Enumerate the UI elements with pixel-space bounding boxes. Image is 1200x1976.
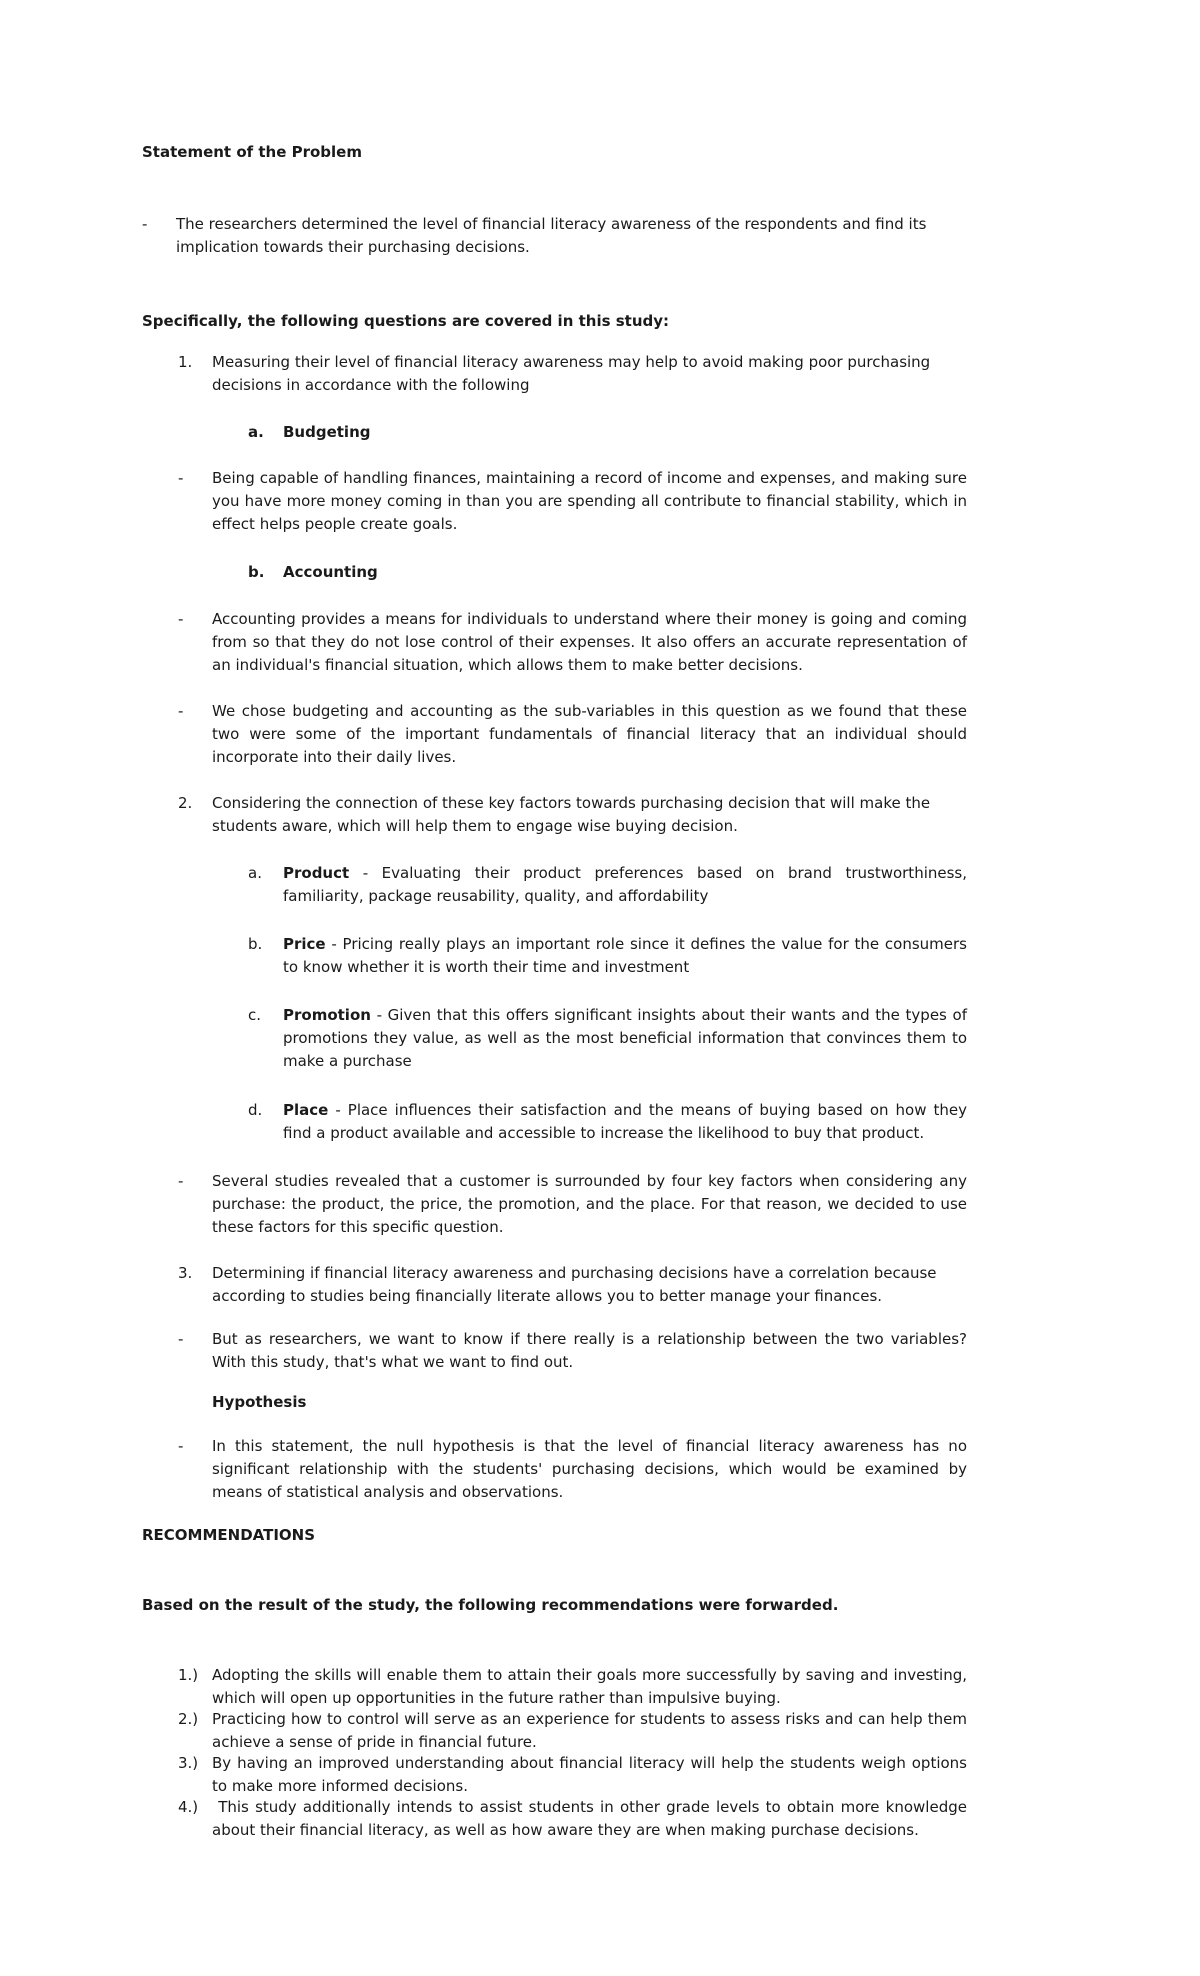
subitem-marker: d.	[248, 1101, 263, 1119]
question-number: 1.	[178, 353, 193, 371]
subitem-marker: b.	[248, 563, 265, 581]
recommendation-item: By having an improved understanding about financial literacy will help the students weigh options to make more informed decisions.	[212, 1754, 967, 1795]
hypothesis-paragraph: In this statement, the null hypothesis is that the level of financial literacy awareness has no significant relationship with the students' purchasing decisions, which would be examined by means of statistical analysis and observations.	[212, 1437, 967, 1501]
recommendation-number: 4.)	[178, 1798, 199, 1816]
factor-text: - Pricing really plays an important role since it defines the value for the consumers to know whether it is worth their time and investment	[283, 935, 967, 976]
question-3-text: Determining if financial literacy awareness and purchasing decisions have a correlation because according to studies being financially literate allows you to better manage your finances.	[212, 1264, 937, 1305]
recommendation-number: 3.)	[178, 1754, 199, 1772]
intro-paragraph: The researchers determined the level of financial literacy awareness of the respondents and find its implication towards their purchasing decisions.	[176, 215, 927, 256]
bullet-dash: -	[178, 1437, 184, 1455]
q2-reason-paragraph: Several studies revealed that a customer is surrounded by four key factors when considering any purchase: the product, the price, the promotion, and the place. For that reason, we decided to use these factors for this specific question.	[212, 1172, 967, 1236]
subitem-marker: b.	[248, 935, 263, 953]
subitem-marker: c.	[248, 1006, 262, 1024]
factor-title: Price	[283, 935, 326, 953]
bullet-dash: -	[178, 1172, 184, 1190]
subitem-accounting-title: Accounting	[283, 563, 378, 581]
recommendation-number: 2.)	[178, 1710, 199, 1728]
factor-product	[283, 862, 967, 908]
factor-title: Promotion	[283, 1006, 371, 1024]
recommendation-item: Adopting the skills will enable them to attain their goals more successfully by saving and investing, which will open up opportunities in the future rather than impulsive buying.	[212, 1666, 967, 1707]
subitem-marker: a.	[248, 423, 264, 441]
factor-price	[283, 933, 967, 979]
q3-reason-paragraph: But as researchers, we want to know if there really is a relationship between the two variables? With this study, that's what we want to find out.	[212, 1330, 967, 1371]
factor-promotion	[283, 1004, 967, 1073]
recommendation-item: This study additionally intends to assist students in other grade levels to obtain more knowledge about their financial literacy, as well as how aware they are when making purchase decisions.	[212, 1798, 972, 1839]
budgeting-paragraph: Being capable of handling finances, maintaining a record of income and expenses, and making sure you have more money coming in than you are spending all contribute to financial stability, which in effect helps people create goals.	[212, 469, 967, 533]
bullet-dash: -	[178, 610, 184, 628]
hypothesis-title: Hypothesis	[212, 1393, 307, 1411]
factor-text: - Place influences their satisfaction and the means of buying based on how they find a product available and accessible to increase the likelihood to buy that product.	[283, 1101, 967, 1142]
factor-text: - Given that this offers significant insights about their wants and the types of promotions they value, as well as the most beneficial information that convinces them to make a purchase	[283, 1006, 967, 1070]
questions-heading: Specifically, the following questions are covered in this study:	[142, 312, 670, 330]
recommendation-number: 1.)	[178, 1666, 199, 1684]
q1-reason-paragraph: We chose budgeting and accounting as the sub-variables in this question as we found that these two were some of the important fundamentals of financial literacy that an individual should incorporate into their daily lives.	[212, 702, 967, 766]
section-title: Statement of the Problem	[142, 143, 362, 161]
question-2-text: Considering the connection of these key factors towards purchasing decision that will make the students aware, which will help them to engage wise buying decision.	[212, 794, 931, 835]
recommendations-lead: Based on the result of the study, the following recommendations were forwarded.	[142, 1596, 839, 1614]
question-1-text: Measuring their level of financial literacy awareness may help to avoid making poor purchasing decisions in accordance with the following	[212, 353, 931, 394]
factor-text: - Evaluating their product preferences based on brand trustworthiness, familiarity, package reusability, quality, and affordability	[283, 864, 967, 905]
bullet-dash: -	[178, 469, 184, 487]
question-number: 2.	[178, 794, 193, 812]
factor-title: Place	[283, 1101, 329, 1119]
bullet-dash: -	[178, 702, 184, 720]
subitem-marker: a.	[248, 864, 262, 882]
factor-title: Product	[283, 864, 350, 882]
accounting-paragraph: Accounting provides a means for individuals to understand where their money is going and coming from so that they do not lose control of their expenses. It also offers an accurate representation of an individual's financial situation, which allows them to make better decisions.	[212, 610, 967, 674]
recommendation-item: Practicing how to control will serve as an experience for students to assess risks and can help them achieve a sense of pride in financial future.	[212, 1710, 967, 1751]
question-number: 3.	[178, 1264, 193, 1282]
factor-place	[283, 1099, 967, 1145]
subitem-budgeting-title: Budgeting	[283, 423, 371, 441]
recommendations-title: RECOMMENDATIONS	[142, 1526, 316, 1544]
bullet-dash: -	[178, 1330, 184, 1348]
bullet-dash: -	[142, 215, 148, 233]
